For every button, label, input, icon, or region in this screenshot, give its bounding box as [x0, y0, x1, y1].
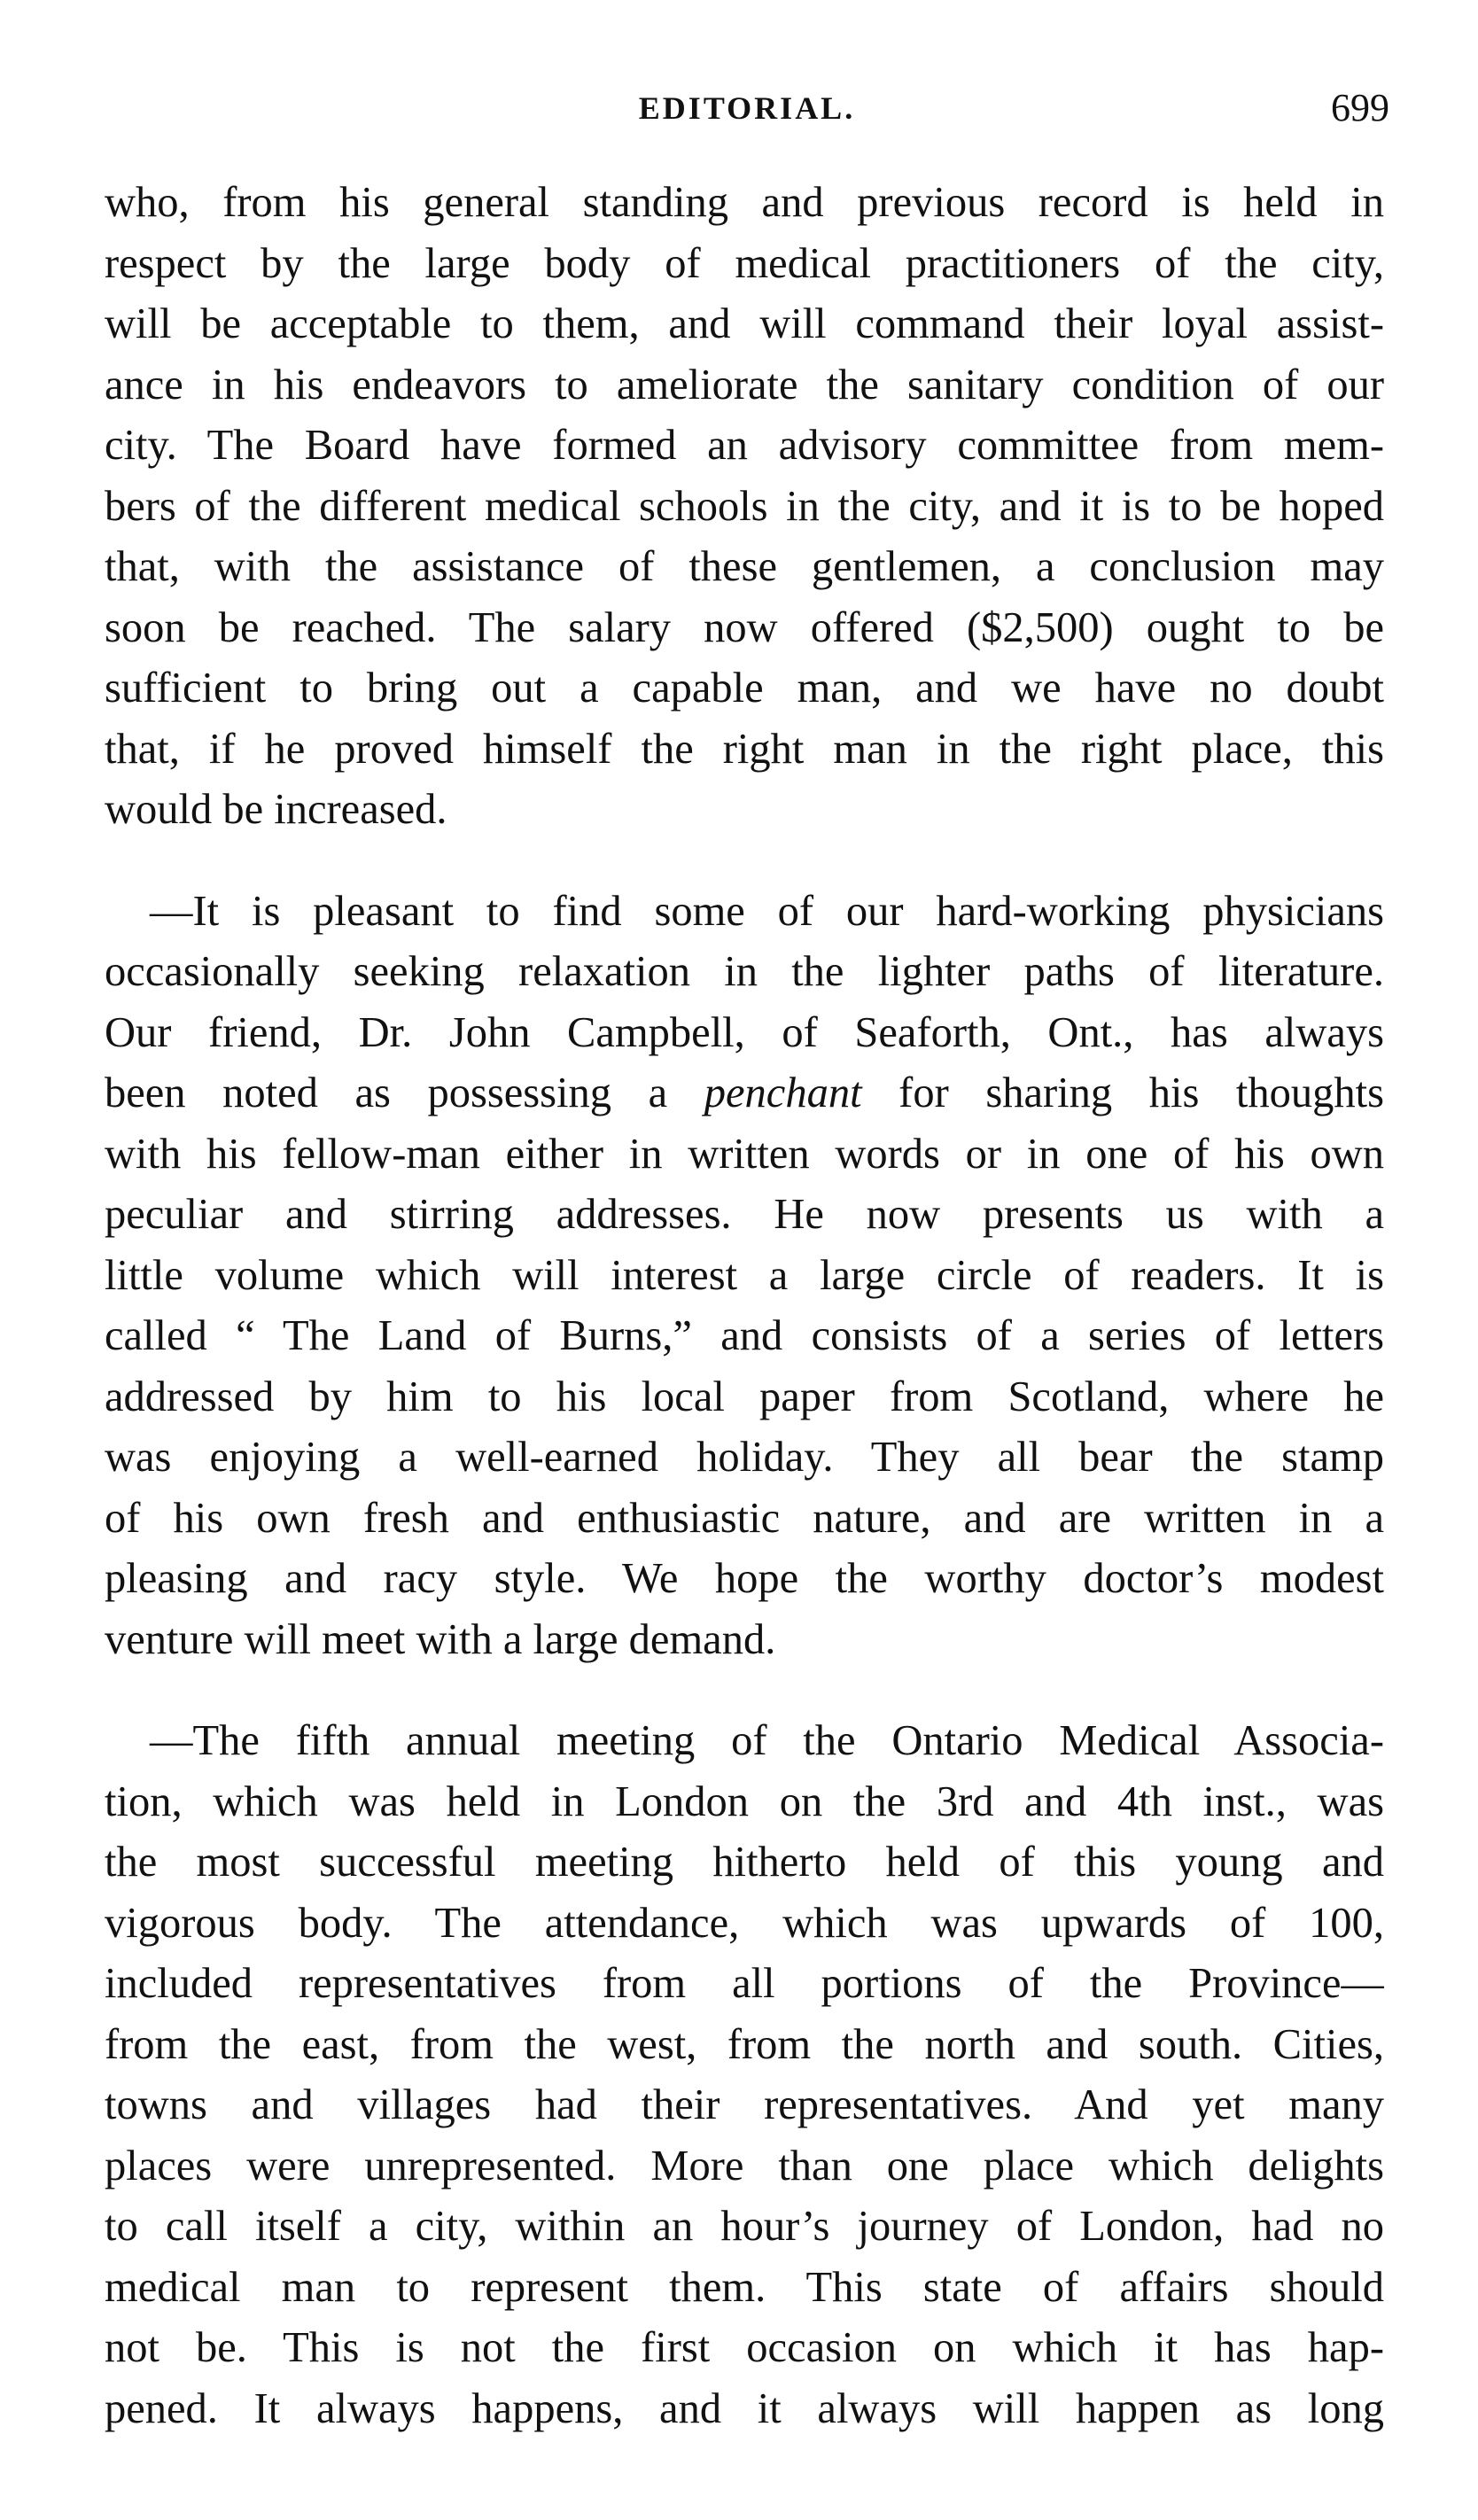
text-line: medical man to represent them. This state of affairs should [105, 2263, 1384, 2311]
text-line: of his own fresh and enthusiastic nature, and are written in a [105, 1494, 1384, 1542]
text-line: included representatives from all portions of the Province— [105, 1960, 1384, 2007]
text-line: Our friend, Dr. John Campbell, of Seaforth, Ont., has always [105, 1008, 1384, 1056]
text-line: pened. It always happens, and it always will happen as long [105, 2384, 1384, 2432]
text-line: city. The Board have formed an advisory committee from mem- [105, 422, 1384, 469]
text-line: vigorous body. The attendance, which was upwards of 100, [105, 1899, 1384, 1947]
italic-term: penchant [704, 1069, 862, 1116]
text-run: for sharing his thoughts [861, 1069, 1384, 1116]
text-line: —The fifth annual meeting of the Ontario Medical Associa- [150, 1717, 1384, 1764]
text-line: not be. This is not the first occasion on which it has hap- [105, 2324, 1384, 2371]
text-line: bers of the different medical schools in the city, and it is to be hoped [105, 482, 1384, 530]
paragraph-gap [105, 1670, 1384, 1711]
text-line: venture will meet with a large demand. [105, 1615, 776, 1663]
text-line: occasionally seeking relaxation in the lighter paths of literature. [105, 948, 1384, 995]
text-line: peculiar and stirring addresses. He now presents us with a [105, 1191, 1384, 1238]
text-line: respect by the large body of medical practitioners of the city, [105, 239, 1384, 287]
text-line: was enjoying a well-earned holiday. They all bear the stamp [105, 1434, 1384, 1481]
text-line: will be acceptable to them, and will command their loyal assist- [105, 300, 1384, 347]
paragraph-land-of-burns [105, 882, 1384, 1671]
paragraph-gap [105, 841, 1384, 882]
text-line: addressed by him to his local paper from Scotland, where he [105, 1373, 1384, 1420]
text-line [105, 1063, 1384, 1124]
text-line: the most successful meeting hitherto held of this young and [105, 1839, 1384, 1886]
text-line: places were unrepresented. More than one place which delights [105, 2142, 1384, 2189]
text-line: sufficient to bring out a capable man, and we have no doubt [105, 665, 1384, 712]
text-line: tion, which was held in London on the 3rd and 4th inst., was [105, 1777, 1384, 1825]
text-line: to call itself a city, within an hour’s journey of London, had no [105, 2203, 1384, 2250]
text-line: called “ The Land of Burns,” and consists of a series of letters [105, 1312, 1384, 1359]
text-line: who, from his general standing and previous record is held in [105, 179, 1384, 226]
body-text [105, 173, 1384, 2439]
text-line: that, if he proved himself the right man in the right place, this [105, 725, 1384, 773]
text-line: —It is pleasant to find some of our hard-working physicians [150, 887, 1384, 935]
text-line: pleasing and racy style. We hope the worthy doctor’s modest [105, 1555, 1384, 1602]
page-number: 699 [1331, 86, 1389, 129]
text-line: would be increased. [105, 786, 447, 833]
text-line: from the east, from the west, from the north and south. Cities, [105, 2020, 1384, 2068]
running-head [105, 82, 1389, 135]
paragraph-sanitary-officer [105, 173, 1384, 841]
text-run: been noted as possessing a [105, 1069, 704, 1116]
text-line: little volume which will interest a large circle of readers. It is [105, 1251, 1384, 1299]
text-line: towns and villages had their representatives. And yet many [105, 2081, 1384, 2128]
text-line: soon be reached. The salary now offered ($2,500) ought to be [105, 603, 1384, 651]
paragraph-ontario-medical-association [105, 1711, 1384, 2439]
running-title: EDITORIAL. [638, 90, 856, 126]
text-line: with his fellow-man either in written words or in one of his own [105, 1130, 1384, 1178]
text-line: that, with the assistance of these gentlemen, a conclusion may [105, 543, 1384, 590]
text-line: ance in his endeavors to ameliorate the sanitary condition of our [105, 361, 1384, 408]
